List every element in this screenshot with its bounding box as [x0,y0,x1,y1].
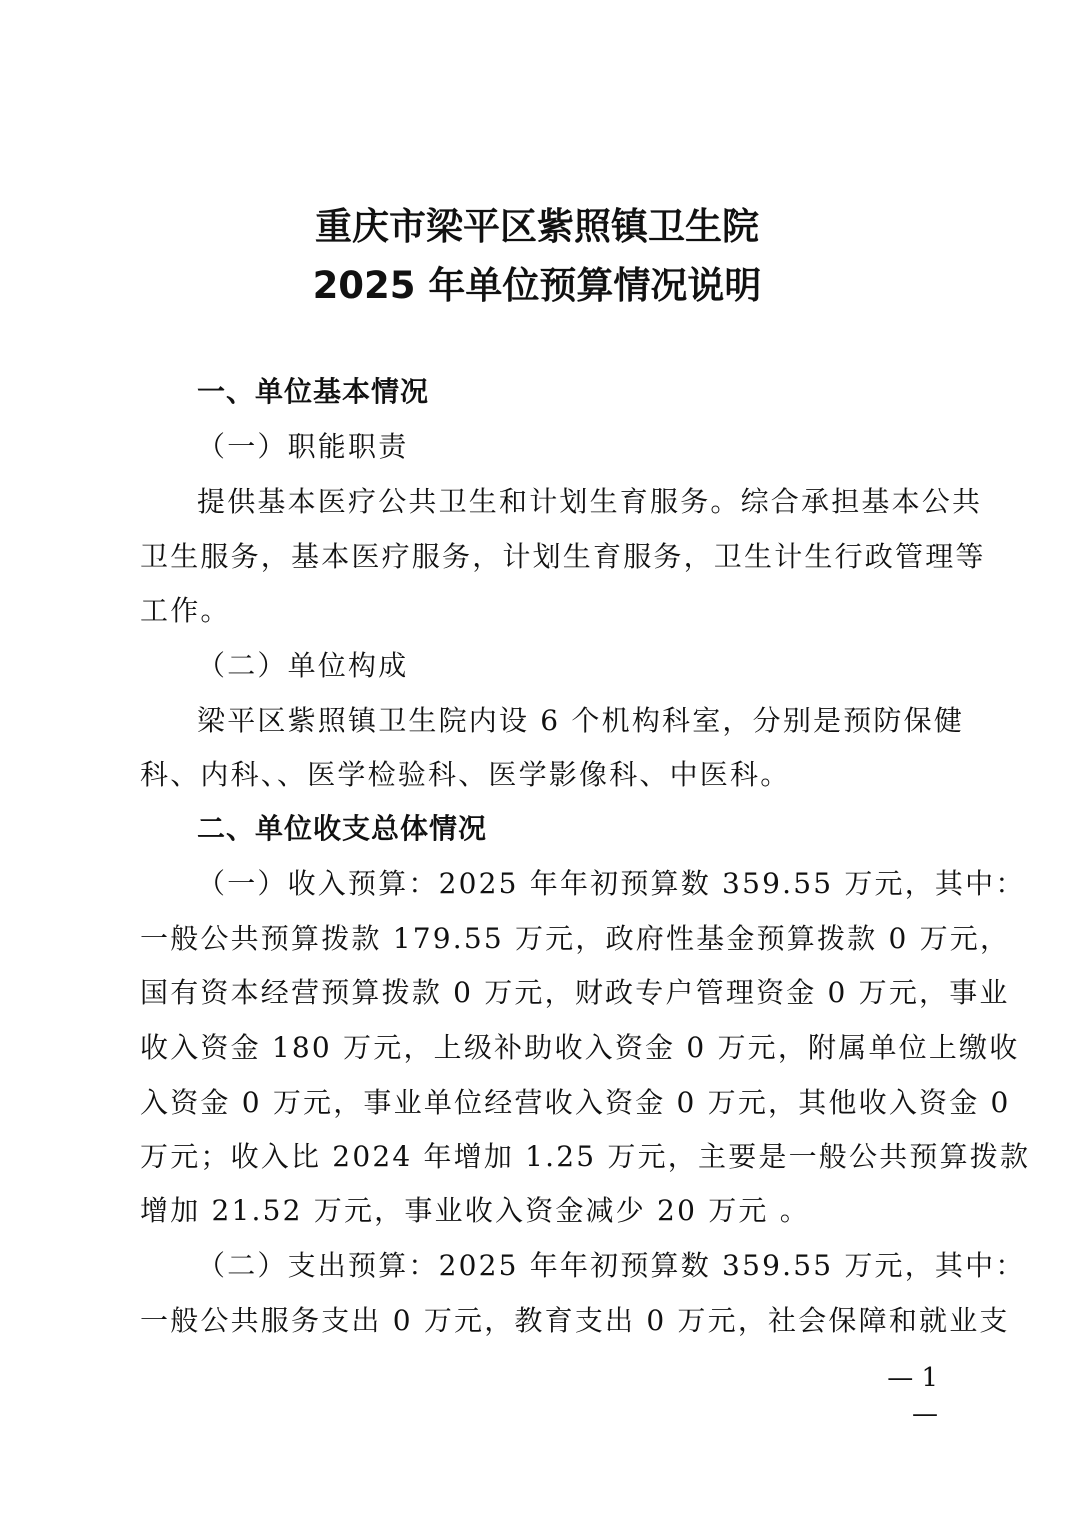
page-number: — 1 — [887,1363,938,1429]
document-title-line1: 重庆市梁平区紫照镇卫生院 [315,205,759,248]
paragraph-line: （二）支出预算：2025 年年初预算数 359.55 万元，其中： [197,1249,1026,1282]
paragraph-line: 增加 21.52 万元，事业收入资金减少 20 万元 。 [140,1194,810,1227]
paragraph-line: 工作。 [140,594,231,627]
paragraph-line: 入资金 0 万元，事业单位经营收入资金 0 万元，其他收入资金 0 [140,1086,1011,1119]
document-title-line2: 2025 年单位预算情况说明 [312,264,762,307]
section1-sub2-heading: （二）单位构成 [197,649,409,682]
paragraph-line: 梁平区紫照镇卫生院内设 6 个机构科室，分别是预防保健 [197,704,965,737]
section2-heading: 二、单位收支总体情况 [197,812,488,845]
paragraph-line: 万元；收入比 2024 年增加 1.25 万元，主要是一般公共预算拨款 [140,1140,1031,1173]
paragraph-line: 国有资本经营预算拨款 0 万元，财政专户管理资金 0 万元，事业 [140,976,1010,1009]
section1-sub1-heading: （一）职能职责 [197,430,409,463]
paragraph-line: 收入资金 180 万元，上级补助收入资金 0 万元，附属单位上缴收 [140,1031,1020,1064]
paragraph-line: 提供基本医疗公共卫生和计划生育服务。综合承担基本公共 [197,485,983,518]
paragraph-line: 一般公共服务支出 0 万元，教育支出 0 万元，社会保障和就业支 [140,1304,1010,1337]
paragraph-line: 科、内科、、医学检验科、医学影像科、中医科。 [140,758,791,791]
paragraph-line: 卫生服务，基本医疗服务，计划生育服务，卫生计生行政管理等 [140,540,986,573]
paragraph-line: 一般公共预算拨款 179.55 万元，政府性基金预算拨款 0 万元， [140,922,1011,955]
paragraph-line: （一）收入预算：2025 年年初预算数 359.55 万元，其中： [197,867,1026,900]
section1-heading: 一、单位基本情况 [197,375,430,408]
